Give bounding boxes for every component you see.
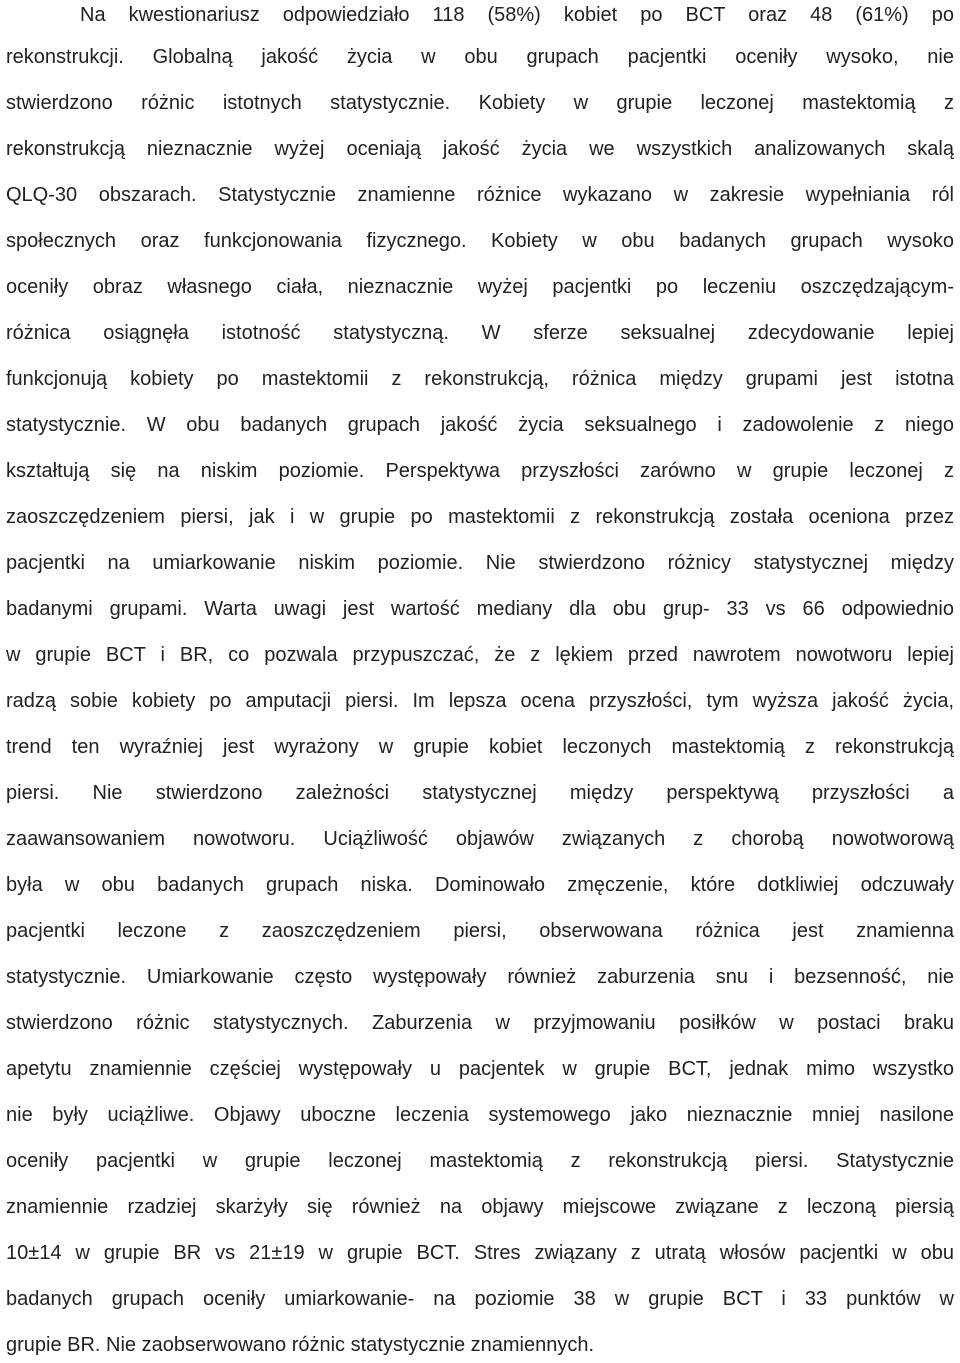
text-line: badanych grupach oceniły umiarkowanie- na poziomie 38 w grupie BCT i 33 punktów w: [6, 1288, 954, 1310]
text-line: nie były uciążliwe. Objawy uboczne leczenia systemowego jako nieznacznie mniej nasilone: [6, 1104, 954, 1126]
text-line: stwierdzono różnic statystycznych. Zaburzenia w przyjmowaniu posiłków w postaci braku: [6, 1012, 954, 1034]
text-line: kształtują się na niskim poziomie. Perspektywa przyszłości zarówno w grupie leczonej z: [6, 460, 954, 482]
text-line: piersi. Nie stwierdzono zależności statystycznej między perspektywą przyszłości a: [6, 782, 954, 804]
text-line: funkcjonują kobiety po mastektomii z rekonstrukcją, różnica między grupami jest istotna: [6, 368, 954, 390]
text-line: zaoszczędzeniem piersi, jak i w grupie po mastektomii z rekonstrukcją została oceniona przez: [6, 506, 954, 528]
text-line: pacjentki leczone z zaoszczędzeniem piersi, obserwowana różnica jest znamienna: [6, 920, 954, 942]
text-line: radzą sobie kobiety po amputacji piersi. Im lepsza ocena przyszłości, tym wyższa jakość życia,: [6, 690, 954, 712]
text-line: zaawansowaniem nowotworu. Uciążliwość objawów związanych z chorobą nowotworową: [6, 828, 954, 850]
text-line: rekonstrukcji. Globalną jakość życia w obu grupach pacjentki oceniły wysoko, nie: [6, 46, 954, 68]
text-line: QLQ-30 obszarach. Statystycznie znamienne różnice wykazano w zakresie wypełniania ról: [6, 184, 954, 206]
text-line: oceniły pacjentki w grupie leczonej mastektomią z rekonstrukcją piersi. Statystycznie: [6, 1150, 954, 1172]
text-line: była w obu badanych grupach niska. Dominowało zmęczenie, które dotkliwiej odczuwały: [6, 874, 954, 896]
text-line: statystycznie. W obu badanych grupach jakość życia seksualnego i zadowolenie z niego: [6, 414, 954, 436]
text-line: trend ten wyraźniej jest wyrażony w grupie kobiet leczonych mastektomią z rekonstrukcją: [6, 736, 954, 758]
text-line: społecznych oraz funkcjonowania fizycznego. Kobiety w obu badanych grupach wysoko: [6, 230, 954, 252]
text-line: grupie BR. Nie zaobserwowano różnic statystycznie znamiennych.: [6, 1334, 595, 1356]
text-line: znamiennie rzadziej skarżyły się również na objawy miejscowe związane z leczoną piersią: [6, 1196, 954, 1218]
text-line: statystycznie. Umiarkowanie często występowały również zaburzenia snu i bezsenność, nie: [6, 966, 954, 988]
text-line: badanymi grupami. Warta uwagi jest wartość mediany dla obu grup- 33 vs 66 odpowiednio: [6, 598, 954, 620]
text-line: w grupie BCT i BR, co pozwala przypuszczać, że z lękiem przed nawrotem nowotworu lepiej: [6, 644, 954, 666]
text-line: oceniły obraz własnego ciała, nieznacznie wyżej pacjentki po leczeniu oszczędzającym-: [6, 276, 954, 298]
text-line: pacjentki na umiarkowanie niskim poziomie. Nie stwierdzono różnicy statystycznej między: [6, 552, 954, 574]
text-line: różnica osiągnęła istotność statystyczną. W sferze seksualnej zdecydowanie lepiej: [6, 322, 954, 344]
text-line: rekonstrukcją nieznacznie wyżej oceniają jakość życia we wszystkich analizowanych skalą: [6, 138, 954, 160]
text-line: apetytu znamiennie częściej występowały u pacjentek w grupie BCT, jednak mimo wszystko: [6, 1058, 954, 1080]
text-line: 10±14 w grupie BR vs 21±19 w grupie BCT. Stres związany z utratą włosów pacjentki w obu: [6, 1242, 954, 1264]
text-line: stwierdzono różnic istotnych statystycznie. Kobiety w grupie leczonej mastektomią z: [6, 92, 954, 114]
text-line: Na kwestionariusz odpowiedziało 118 (58%) kobiet po BCT oraz 48 (61%) po: [80, 4, 954, 26]
